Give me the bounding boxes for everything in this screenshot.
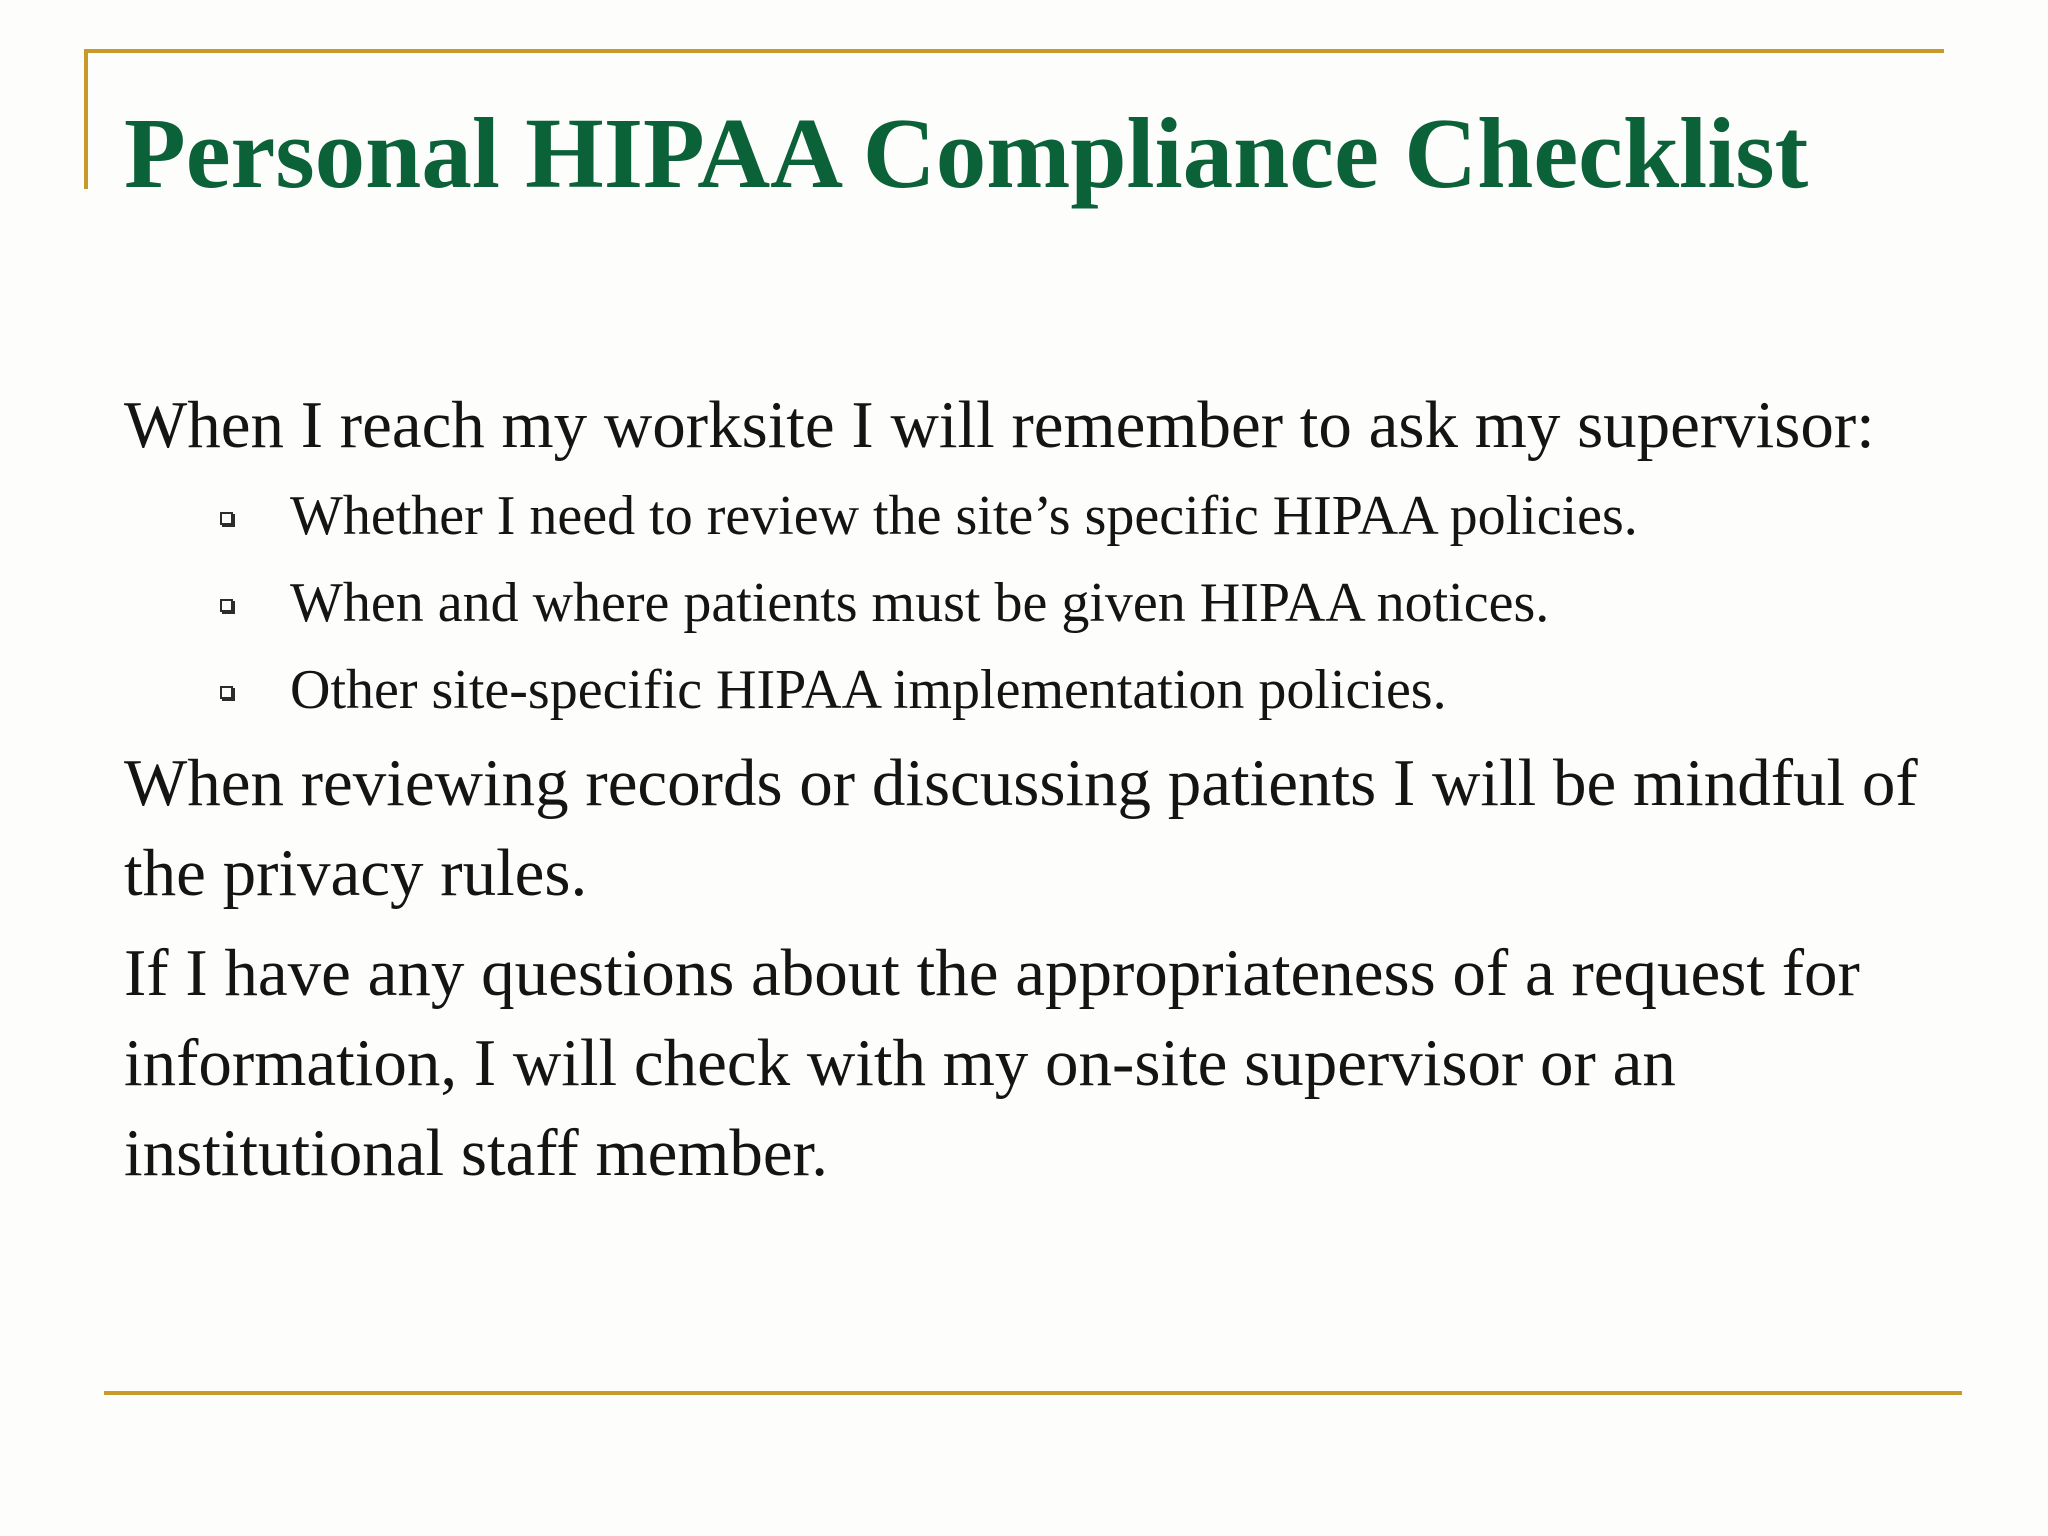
slide-title: Personal HIPAA Compliance Checklist: [124, 97, 1809, 209]
list-item: [220, 647, 1924, 734]
bullet-text: Whether I need to review the site’s specific HIPAA policies.: [290, 485, 1638, 547]
left-rule: [84, 49, 88, 189]
list-item: [220, 560, 1924, 647]
bottom-rule: [104, 1391, 1962, 1395]
square-bullet-icon: [220, 599, 233, 612]
privacy-paragraph: When reviewing records or discussing patients I will be mindful of the privacy rules.: [124, 746, 1918, 910]
list-item: [220, 473, 1924, 560]
questions-paragraph: If I have any questions about the appropriateness of a request for information, I will check with my on-site supervisor or an institutional staff member.: [124, 936, 1860, 1190]
top-rule: [84, 49, 1944, 53]
slide-body: [124, 380, 1924, 1198]
square-bullet-icon: [220, 686, 233, 699]
bullet-text: Other site-specific HIPAA implementation policies.: [290, 659, 1447, 721]
square-bullet-icon: [220, 512, 233, 525]
checklist-bullets: [220, 473, 1924, 734]
bullet-text: When and where patients must be given HIPAA notices.: [290, 572, 1550, 634]
intro-paragraph: When I reach my worksite I will remember to ask my supervisor:: [124, 388, 1875, 462]
